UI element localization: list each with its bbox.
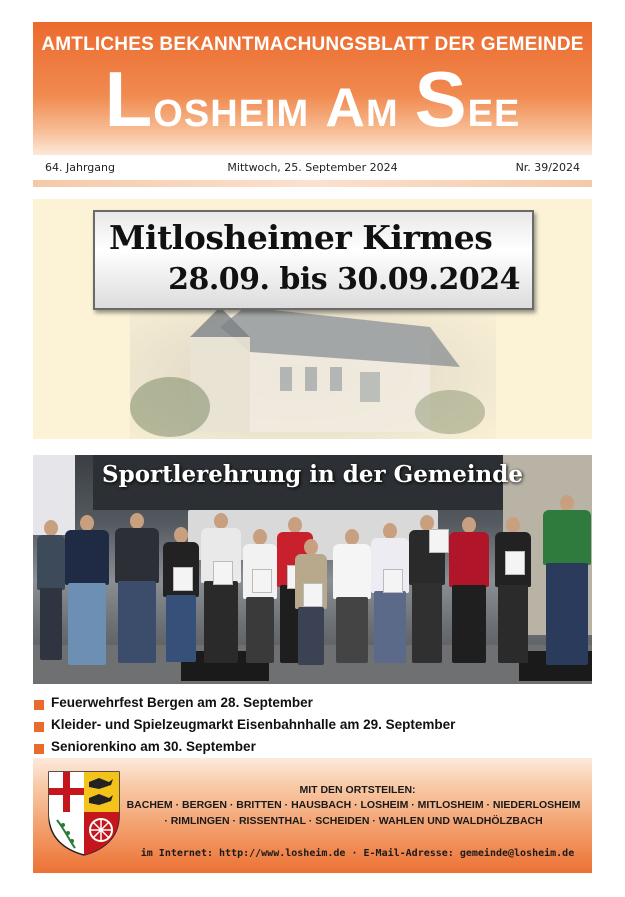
kirmes-title: Mitlosheimer Kirmes bbox=[109, 218, 493, 257]
sportlerehrung-photo bbox=[33, 455, 592, 684]
person bbox=[495, 517, 531, 663]
issue-date: Mittwoch, 25. September 2024 bbox=[227, 161, 398, 174]
person bbox=[333, 529, 371, 663]
issue-info-bar bbox=[33, 158, 592, 178]
person bbox=[163, 527, 199, 662]
person bbox=[295, 539, 327, 665]
church-illustration bbox=[130, 297, 496, 439]
kirmes-title-box bbox=[93, 210, 534, 310]
person bbox=[543, 495, 591, 665]
ortsteile-label: MIT DEN ORTSTEILEN: bbox=[299, 784, 416, 796]
coat-of-arms-icon bbox=[47, 770, 121, 856]
kirmes-feature bbox=[33, 199, 592, 439]
person bbox=[201, 513, 241, 663]
photo-heading: Sportlerehrung in der Gemeinde bbox=[102, 461, 523, 488]
list-item-text: Seniorenkino am 30. September bbox=[51, 739, 256, 754]
issue-volume: 64. Jahrgang bbox=[45, 161, 115, 174]
masthead-subtitle: AMTLICHES BEKANNTMACHUNGSBLATT DER GEMEINDE bbox=[41, 34, 584, 55]
bullet-square-icon bbox=[34, 722, 44, 732]
kirmes-dates: 28.09. bis 30.09.2024 bbox=[168, 262, 520, 297]
masthead-title: Losheim am See bbox=[104, 55, 521, 143]
list-item bbox=[33, 717, 592, 739]
headline-list bbox=[33, 695, 592, 761]
list-item bbox=[33, 695, 592, 717]
issue-number: Nr. 39/2024 bbox=[515, 161, 580, 174]
info-divider bbox=[33, 180, 592, 187]
list-item-text: Feuerwehrfest Bergen am 28. September bbox=[51, 695, 313, 710]
ortsteile-line-1: BACHEM · BERGEN · BRITTEN · HAUSBACH · LOSHEIM · MITLOSHEIM · NIEDERLOSHEIM bbox=[126, 799, 581, 811]
person bbox=[449, 517, 489, 663]
masthead bbox=[33, 22, 592, 155]
footer bbox=[33, 758, 592, 873]
person bbox=[37, 520, 65, 660]
bullet-square-icon bbox=[34, 744, 44, 754]
bullet-square-icon bbox=[34, 700, 44, 710]
person bbox=[409, 515, 445, 663]
ortsteile-line-2: · RIMLINGEN · RISSENTHAL · SCHEIDEN · WAHLEN UND WALDHÖLZBACH bbox=[164, 815, 543, 827]
person bbox=[115, 513, 159, 663]
person bbox=[243, 529, 277, 663]
list-item-text: Kleider- und Spielzeugmarkt Eisenbahnhalle am 29. September bbox=[51, 717, 456, 732]
contact-line: im Internet: http://www.losheim.de · E-Mail-Adresse: gemeinde@losheim.de bbox=[140, 848, 575, 859]
church-image bbox=[130, 297, 496, 439]
person bbox=[371, 523, 409, 663]
person bbox=[65, 515, 109, 665]
